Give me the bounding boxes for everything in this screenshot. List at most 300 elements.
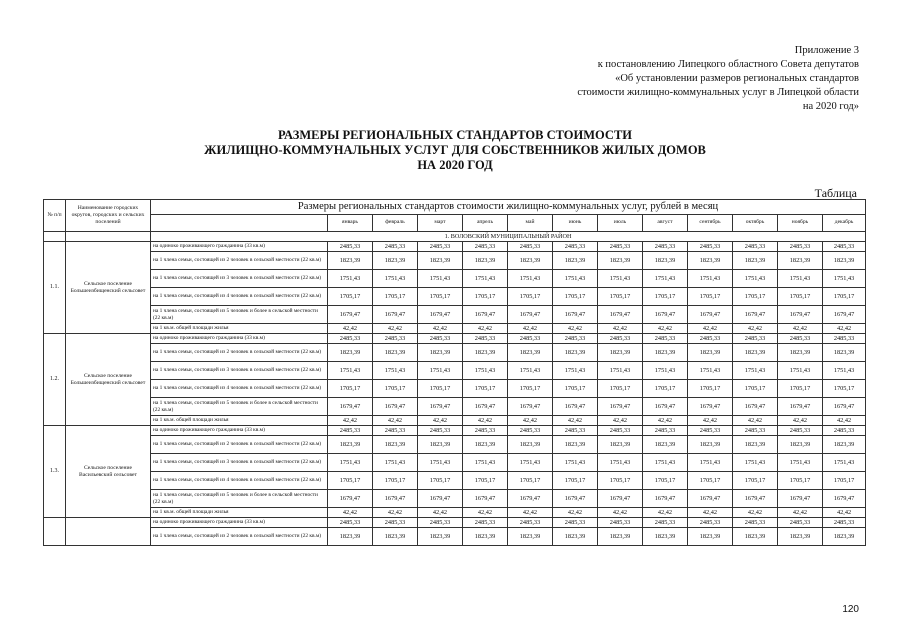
category-description: на 1 члена семьи, состоящей из 3 человек в сельской местности (22 кв.м) [151,454,328,472]
monthly-value: 2485,33 [373,242,418,252]
category-description: на 1 члена семьи, состоящей из 2 человек в сельской местности (22 кв.м) [151,344,328,362]
monthly-value: 2485,33 [778,242,823,252]
monthly-value: 2485,33 [373,426,418,436]
settlement-name [66,518,151,546]
monthly-value: 1823,39 [328,252,373,270]
monthly-value: 1679,47 [733,490,778,508]
monthly-value: 2485,33 [328,518,373,528]
monthly-value: 42,42 [508,324,553,334]
monthly-value: 1823,39 [508,252,553,270]
region-blank [66,232,151,242]
monthly-value: 1705,17 [778,288,823,306]
table-row [44,490,866,508]
month-header: июнь [553,215,598,232]
monthly-value: 2485,33 [598,518,643,528]
monthly-value: 1679,47 [508,398,553,416]
monthly-value: 2485,33 [508,426,553,436]
region-row [44,232,866,242]
monthly-value: 1679,47 [463,398,508,416]
monthly-value: 42,42 [418,324,463,334]
monthly-value: 1705,17 [463,472,508,490]
monthly-value: 42,42 [778,324,823,334]
category-description: на 1 члена семьи, состоящей из 3 человек в сельской местности (22 кв.м) [151,270,328,288]
monthly-value: 2485,33 [598,426,643,436]
monthly-value: 1679,47 [418,306,463,324]
monthly-value: 1823,39 [553,528,598,546]
monthly-value: 42,42 [733,508,778,518]
monthly-value: 1679,47 [328,490,373,508]
monthly-value: 42,42 [778,508,823,518]
monthly-value: 42,42 [598,508,643,518]
monthly-value: 1823,39 [778,344,823,362]
monthly-value: 1751,43 [328,270,373,288]
table-row [44,416,866,426]
monthly-value: 1823,39 [688,344,733,362]
monthly-value: 42,42 [643,416,688,426]
monthly-value: 2485,33 [373,334,418,344]
category-description: на 1 кв.м. общей площади жилья [151,324,328,334]
monthly-value: 42,42 [418,508,463,518]
monthly-value: 1705,17 [643,288,688,306]
monthly-value: 1751,43 [508,362,553,380]
monthly-value: 2485,33 [553,334,598,344]
monthly-value: 2485,33 [688,334,733,344]
monthly-value: 1751,43 [373,362,418,380]
month-header: декабрь [823,215,866,232]
category-description: на одиноко проживающего гражданина (33 кв.м) [151,242,328,252]
monthly-value: 2485,33 [463,518,508,528]
category-description: на 1 кв.м. общей площади жилья [151,508,328,518]
monthly-value: 1705,17 [508,472,553,490]
monthly-value: 42,42 [688,324,733,334]
header-main: Размеры региональных стандартов стоимости жилищно-коммунальных услуг, рублей в месяц [151,200,866,215]
standards-table-container [43,199,865,546]
monthly-value: 1705,17 [688,288,733,306]
monthly-value: 1705,17 [778,380,823,398]
month-header: июль [598,215,643,232]
category-description: на одиноко проживающего гражданина (33 кв.м) [151,518,328,528]
monthly-value: 1823,39 [598,252,643,270]
monthly-value: 1705,17 [823,472,866,490]
monthly-value: 1705,17 [328,380,373,398]
monthly-value: 42,42 [508,416,553,426]
monthly-value: 1823,39 [328,436,373,454]
monthly-value: 1823,39 [418,436,463,454]
monthly-value: 1679,47 [553,306,598,324]
region-title: 1. ВОЛОВСКИЙ МУНИЦИПАЛЬНЫЙ РАЙОН [151,232,866,242]
month-header: январь [328,215,373,232]
monthly-value: 1823,39 [463,344,508,362]
monthly-value: 1751,43 [688,362,733,380]
monthly-value: 1823,39 [463,252,508,270]
monthly-value: 1679,47 [733,398,778,416]
monthly-value: 1679,47 [598,490,643,508]
monthly-value: 2485,33 [733,426,778,436]
appendix-line: Приложение 3 [794,45,859,56]
monthly-value: 1679,47 [598,306,643,324]
monthly-value: 1751,43 [643,270,688,288]
monthly-value: 1679,47 [778,398,823,416]
monthly-value: 1679,47 [778,306,823,324]
monthly-value: 1823,39 [733,528,778,546]
monthly-value: 2485,33 [688,242,733,252]
monthly-value: 42,42 [463,508,508,518]
monthly-value: 1679,47 [553,398,598,416]
monthly-value: 1823,39 [328,528,373,546]
monthly-value: 2485,33 [823,426,866,436]
monthly-value: 1705,17 [373,472,418,490]
monthly-value: 1679,47 [598,398,643,416]
monthly-value: 2485,33 [508,242,553,252]
monthly-value: 1705,17 [643,472,688,490]
months-row [44,215,866,232]
monthly-value: 1751,43 [598,454,643,472]
monthly-value: 2485,33 [823,242,866,252]
monthly-value: 1705,17 [733,288,778,306]
monthly-value: 1751,43 [733,270,778,288]
monthly-value: 1823,39 [418,528,463,546]
row-index [44,518,66,546]
category-description: на одиноко проживающего гражданина (33 кв.м) [151,426,328,436]
header-row [44,200,866,215]
category-description: на 1 члена семьи, состоящей из 2 человек в сельской местности (22 кв.м) [151,528,328,546]
monthly-value: 1823,39 [688,436,733,454]
monthly-value: 1751,43 [778,454,823,472]
monthly-value: 1679,47 [328,306,373,324]
monthly-value: 1823,39 [823,528,866,546]
monthly-value: 42,42 [373,416,418,426]
monthly-value: 2485,33 [823,334,866,344]
row-index: 1.3. [44,426,66,518]
monthly-value: 2485,33 [778,426,823,436]
monthly-value: 1705,17 [418,472,463,490]
monthly-value: 1751,43 [463,454,508,472]
monthly-value: 2485,33 [553,518,598,528]
monthly-value: 1679,47 [328,398,373,416]
monthly-value: 1751,43 [643,362,688,380]
category-description: на 1 члена семьи, состоящей из 5 человек и более в сельской местности (22 кв.м) [151,398,328,416]
monthly-value: 1751,43 [553,454,598,472]
monthly-value: 42,42 [733,416,778,426]
title-line: РАЗМЕРЫ РЕГИОНАЛЬНЫХ СТАНДАРТОВ СТОИМОСТИ [277,128,633,142]
table-row [44,270,866,288]
monthly-value: 2485,33 [598,242,643,252]
monthly-value: 42,42 [508,508,553,518]
monthly-value: 1751,43 [508,454,553,472]
monthly-value: 1823,39 [643,344,688,362]
monthly-value: 1679,47 [373,490,418,508]
monthly-value: 1751,43 [553,362,598,380]
monthly-value: 1823,39 [688,252,733,270]
appendix-line: стоимости жилищно-коммунальных услуг в Липецкой области [577,87,859,98]
category-description: на 1 члена семьи, состоящей из 4 человек в сельской местности (22 кв.м) [151,472,328,490]
monthly-value: 2485,33 [643,334,688,344]
monthly-value: 2485,33 [643,242,688,252]
monthly-value: 2485,33 [733,242,778,252]
appendix-note [529,44,859,114]
header-blank [151,215,328,232]
monthly-value: 2485,33 [688,518,733,528]
monthly-value: 42,42 [553,508,598,518]
monthly-value: 1823,39 [553,344,598,362]
month-header: февраль [373,215,418,232]
monthly-value: 1679,47 [463,306,508,324]
monthly-value: 1751,43 [418,270,463,288]
monthly-value: 2485,33 [823,518,866,528]
table-row [44,306,866,324]
monthly-value: 2485,33 [328,426,373,436]
monthly-value: 1823,39 [328,344,373,362]
monthly-value: 2485,33 [643,426,688,436]
monthly-value: 1679,47 [823,490,866,508]
monthly-value: 1823,39 [778,252,823,270]
monthly-value: 42,42 [418,416,463,426]
monthly-value: 2485,33 [553,426,598,436]
table-row [44,380,866,398]
monthly-value: 1751,43 [463,270,508,288]
monthly-value: 1751,43 [328,454,373,472]
monthly-value: 1679,47 [373,306,418,324]
monthly-value: 1751,43 [688,454,733,472]
table-row [44,252,866,270]
monthly-value: 1679,47 [688,306,733,324]
monthly-value: 1705,17 [553,380,598,398]
category-description: на 1 члена семьи, состоящей из 5 человек и более в сельской местности (22 кв.м) [151,306,328,324]
monthly-value: 1823,39 [823,344,866,362]
month-header: май [508,215,553,232]
title-line: НА 2020 ГОД [417,158,493,172]
monthly-value: 1679,47 [823,306,866,324]
category-description: на 1 члена семьи, состоящей из 3 человек в сельской местности (22 кв.м) [151,362,328,380]
monthly-value: 1823,39 [463,436,508,454]
monthly-value: 1823,39 [733,436,778,454]
monthly-value: 1751,43 [778,362,823,380]
monthly-value: 1751,43 [823,362,866,380]
monthly-value: 1705,17 [508,288,553,306]
monthly-value: 1705,17 [598,380,643,398]
table-row [44,436,866,454]
monthly-value: 1705,17 [373,380,418,398]
monthly-value: 1751,43 [778,270,823,288]
monthly-value: 1823,39 [508,528,553,546]
month-header: ноябрь [778,215,823,232]
monthly-value: 1751,43 [688,270,733,288]
monthly-value: 1751,43 [643,454,688,472]
monthly-value: 2485,33 [418,242,463,252]
monthly-value: 2485,33 [733,334,778,344]
monthly-value: 2485,33 [463,334,508,344]
monthly-value: 2485,33 [598,334,643,344]
monthly-value: 42,42 [688,416,733,426]
header-name: Наименование городских округов, городских и сельских поселений [66,200,151,232]
monthly-value: 1679,47 [733,306,778,324]
category-description: на 1 кв.м. общей площади жилья [151,416,328,426]
month-header: март [418,215,463,232]
monthly-value: 1823,39 [418,252,463,270]
monthly-value: 1705,17 [328,288,373,306]
monthly-value: 2485,33 [688,426,733,436]
monthly-value: 42,42 [373,324,418,334]
monthly-value: 1823,39 [778,528,823,546]
monthly-value: 1705,17 [373,288,418,306]
monthly-value: 1705,17 [463,288,508,306]
title-line: ЖИЛИЩНО-КОММУНАЛЬНЫХ УСЛУГ ДЛЯ СОБСТВЕННИКОВ ЖИЛЫХ ДОМОВ [204,143,706,157]
monthly-value: 42,42 [463,324,508,334]
monthly-value: 1823,39 [463,528,508,546]
monthly-value: 42,42 [328,416,373,426]
monthly-value: 1679,47 [823,398,866,416]
monthly-value: 1823,39 [598,436,643,454]
monthly-value: 2485,33 [778,518,823,528]
monthly-value: 1705,17 [643,380,688,398]
monthly-value: 2485,33 [328,334,373,344]
table-row [44,242,866,252]
category-description: на 1 члена семьи, состоящей из 4 человек в сельской местности (22 кв.м) [151,380,328,398]
monthly-value: 1751,43 [733,362,778,380]
monthly-value: 42,42 [463,416,508,426]
monthly-value: 1679,47 [688,398,733,416]
monthly-value: 2485,33 [463,426,508,436]
monthly-value: 42,42 [553,324,598,334]
monthly-value: 1823,39 [508,344,553,362]
monthly-value: 2485,33 [418,426,463,436]
table-row [44,334,866,344]
table-row [44,454,866,472]
monthly-value: 42,42 [598,324,643,334]
monthly-value: 1705,17 [418,380,463,398]
monthly-value: 1823,39 [643,436,688,454]
monthly-value: 2485,33 [553,242,598,252]
monthly-value: 42,42 [688,508,733,518]
monthly-value: 1679,47 [643,306,688,324]
monthly-value: 2485,33 [373,518,418,528]
monthly-value: 1823,39 [823,252,866,270]
month-header: сентябрь [688,215,733,232]
monthly-value: 42,42 [643,508,688,518]
table-row [44,472,866,490]
table-row [44,398,866,416]
monthly-value: 1705,17 [823,380,866,398]
monthly-value: 1751,43 [733,454,778,472]
monthly-value: 42,42 [598,416,643,426]
page-number: 120 [842,604,859,615]
monthly-value: 42,42 [373,508,418,518]
monthly-value: 1823,39 [598,528,643,546]
monthly-value: 1751,43 [598,362,643,380]
monthly-value: 1823,39 [733,252,778,270]
monthly-value: 1705,17 [418,288,463,306]
monthly-value: 1823,39 [418,344,463,362]
table-row [44,528,866,546]
monthly-value: 1705,17 [598,472,643,490]
monthly-value: 1823,39 [553,252,598,270]
monthly-value: 42,42 [823,508,866,518]
category-description: на 1 члена семьи, состоящей из 2 человек в сельской местности (22 кв.м) [151,252,328,270]
monthly-value: 2485,33 [463,242,508,252]
monthly-value: 42,42 [823,416,866,426]
monthly-value: 1705,17 [733,472,778,490]
monthly-value: 1705,17 [553,472,598,490]
monthly-value: 1751,43 [598,270,643,288]
monthly-value: 1823,39 [643,252,688,270]
monthly-value: 2485,33 [418,334,463,344]
row-index: 1.1. [44,242,66,334]
table-body [44,232,866,546]
monthly-value: 1751,43 [373,270,418,288]
monthly-value: 2485,33 [778,334,823,344]
monthly-value: 1823,39 [823,436,866,454]
monthly-value: 1679,47 [418,490,463,508]
monthly-value: 1705,17 [778,472,823,490]
table-label: Таблица [814,186,857,200]
table-row [44,518,866,528]
monthly-value: 1751,43 [508,270,553,288]
table-row [44,288,866,306]
monthly-value: 1751,43 [328,362,373,380]
month-header: август [643,215,688,232]
monthly-value: 1823,39 [373,528,418,546]
monthly-value: 1751,43 [823,454,866,472]
appendix-line: на 2020 год» [802,101,859,112]
appendix-line: к постановлению Липецкого областного Совета депутатов [597,59,859,70]
standards-table [43,199,866,546]
monthly-value: 1823,39 [643,528,688,546]
monthly-value: 2485,33 [643,518,688,528]
table-row [44,508,866,518]
category-description: на одиноко проживающего гражданина (33 кв.м) [151,334,328,344]
monthly-value: 2485,33 [508,334,553,344]
settlement-name: Сельское поселение Большеизбищенский сельсовет [66,242,151,334]
monthly-value: 1705,17 [733,380,778,398]
monthly-value: 42,42 [778,416,823,426]
category-description: на 1 члена семьи, состоящей из 4 человек в сельской местности (22 кв.м) [151,288,328,306]
table-row [44,344,866,362]
table-row [44,324,866,334]
settlement-name: Сельское поселение Васильевский сельсовет [66,426,151,518]
region-blank [44,232,66,242]
appendix-line: «Об установлении размеров региональных стандартов [615,73,859,84]
monthly-value: 42,42 [553,416,598,426]
monthly-value: 1751,43 [823,270,866,288]
monthly-value: 1705,17 [823,288,866,306]
month-header: октябрь [733,215,778,232]
monthly-value: 1751,43 [418,454,463,472]
monthly-value: 1679,47 [373,398,418,416]
monthly-value: 1705,17 [553,288,598,306]
row-index: 1.2. [44,334,66,426]
monthly-value: 1679,47 [778,490,823,508]
table-row [44,426,866,436]
table-row [44,362,866,380]
monthly-value: 1705,17 [688,380,733,398]
monthly-value: 1679,47 [643,490,688,508]
monthly-value: 1705,17 [508,380,553,398]
monthly-value: 1679,47 [463,490,508,508]
monthly-value: 2485,33 [733,518,778,528]
monthly-value: 2485,33 [328,242,373,252]
category-description: на 1 члена семьи, состоящей из 2 человек в сельской местности (22 кв.м) [151,436,328,454]
monthly-value: 1823,39 [373,344,418,362]
monthly-value: 1705,17 [688,472,733,490]
monthly-value: 1823,39 [733,344,778,362]
month-header: апрель [463,215,508,232]
monthly-value: 42,42 [733,324,778,334]
monthly-value: 1751,43 [463,362,508,380]
monthly-value: 1679,47 [643,398,688,416]
monthly-value: 1823,39 [553,436,598,454]
monthly-value: 1705,17 [598,288,643,306]
document-title [150,128,760,173]
